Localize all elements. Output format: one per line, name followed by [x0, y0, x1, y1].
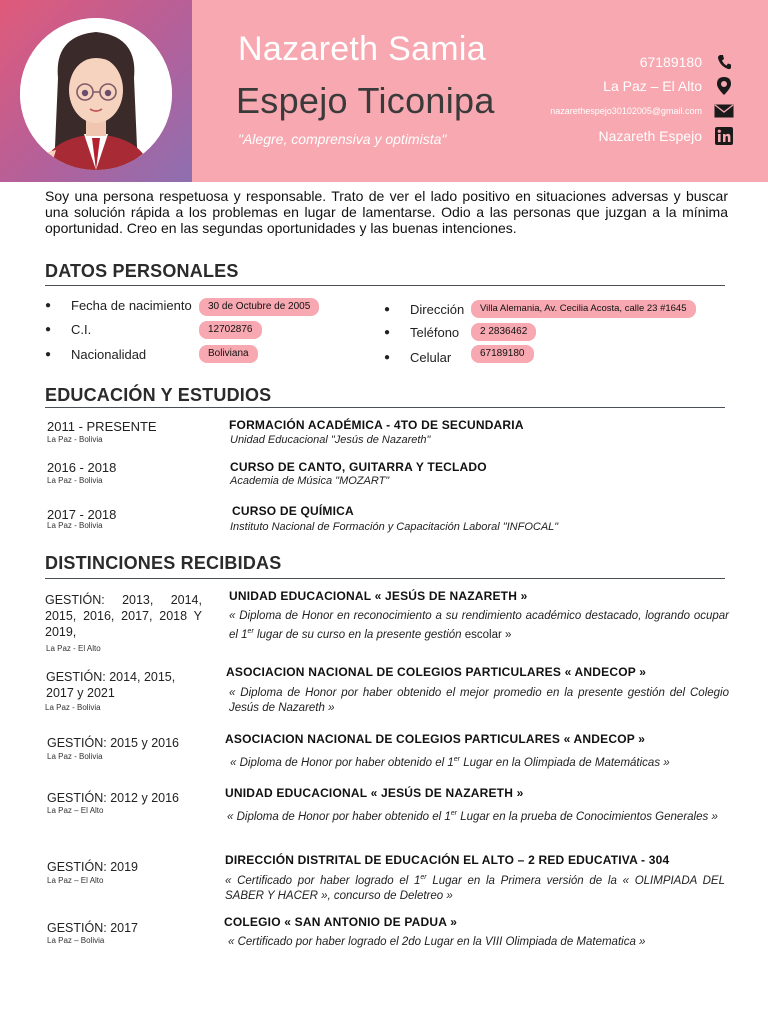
- desc-text: Lugar en la prueba de Conocimientos Generales »: [457, 810, 718, 823]
- profile-avatar: [20, 18, 172, 170]
- desc-text: lugar de su curso en la presente gestión: [253, 628, 462, 641]
- desc-superscript: er: [450, 810, 457, 817]
- personal-item-phone: [384, 325, 459, 340]
- personal-value-pill: Boliviana: [199, 345, 258, 363]
- contact-email-text: nazarethespejo30102005@gmail.com: [550, 106, 702, 116]
- contact-phone[interactable]: [640, 52, 734, 72]
- distinction-title: UNIDAD EDUCACIONAL « JESÚS DE NAZARETH »: [225, 786, 524, 800]
- education-title: FORMACIÓN ACADÉMICA - 4TO DE SECUNDARIA: [229, 418, 524, 432]
- desc-text: « Diploma de Honor por haber obtenido el 1: [227, 810, 451, 823]
- distinction-place: La Paz – Bolivia: [47, 936, 105, 945]
- bullet-icon: ●: [384, 352, 391, 363]
- personal-label: Nacionalidad: [71, 347, 147, 362]
- section-title-personal: DATOS PERSONALES: [45, 261, 239, 281]
- bullet-icon: ●: [45, 349, 52, 360]
- distinction-date: GESTIÓN: 2012 y 2016: [47, 791, 180, 805]
- intro-paragraph: Soy una persona respetuosa y responsable. Trato de ver el lado positivo en situaciones adversas y buscar una solución rápida a los problemas en lugar de lamentarse. Odio a las personas que juzgan a la mínima oportunidad. Creo en las segundas oportunidades y las buenas intenciones.: [45, 188, 728, 236]
- desc-text: Lugar en la Primera versión de la « OLIMPIADA DEL SABER Y HACER », concurso de Deletreo »: [225, 874, 725, 902]
- last-name: Espejo Ticonipa: [236, 80, 495, 121]
- education-subtitle: Unidad Educacional "Jesús de Nazareth": [230, 434, 431, 446]
- bullet-icon: ●: [45, 300, 52, 311]
- desc-text: « Diploma de Honor en reconocimiento a su rendimiento académico destacado, logrando ocupar el 1: [229, 610, 729, 641]
- distinction-description: [229, 609, 729, 643]
- personal-item-nationality: [45, 347, 146, 362]
- location-pin-icon: [714, 76, 734, 96]
- desc-text: « Certificado por haber logrado el 1: [225, 874, 421, 887]
- section-divider: [45, 407, 725, 408]
- distinction-description: [227, 806, 727, 825]
- contact-linkedin[interactable]: [598, 126, 734, 146]
- distinction-date: GESTIÓN: 2017: [47, 921, 139, 935]
- distinction-place: La Paz - El Alto: [46, 644, 101, 653]
- personal-value-pill: 12702876: [199, 321, 262, 339]
- personal-item-ci: [45, 322, 91, 337]
- education-date: 2016 - 2018: [47, 460, 117, 475]
- personal-value-pill: 67189180: [471, 345, 534, 363]
- personal-value-pill: Villa Alemania, Av. Cecilia Acosta, calle 23 #1645: [471, 300, 696, 318]
- education-place: La Paz - Bolivia: [47, 435, 103, 444]
- distinction-title: COLEGIO « SAN ANTONIO DE PADUA »: [224, 915, 458, 929]
- distinction-title: UNIDAD EDUCACIONAL « JESÚS DE NAZARETH »: [229, 589, 528, 603]
- personal-label: Dirección: [410, 302, 465, 317]
- education-subtitle: Instituto Nacional de Formación y Capacitación Laboral "INFOCAL": [230, 521, 559, 533]
- distinction-description: « Diploma de Honor por haber obtenido el mejor promedio en la presente gestión del Colegio Jesús de Nazareth »: [229, 687, 729, 714]
- education-title: CURSO DE QUÍMICA: [232, 504, 354, 518]
- linkedin-icon: [714, 126, 734, 146]
- contact-email[interactable]: [550, 101, 734, 121]
- distinction-title: DIRECCIÓN DISTRITAL DE EDUCACIÓN EL ALTO – 2 RED EDUCATIVA - 304: [225, 853, 670, 867]
- contact-location-text: La Paz – El Alto: [603, 78, 702, 94]
- education-subtitle: Academia de Música "MOZART": [230, 475, 390, 487]
- personal-label: Teléfono: [410, 325, 460, 340]
- desc-text: « Diploma de Honor por haber obtenido el 1: [230, 756, 454, 769]
- education-date: 2011 - PRESENTE: [47, 419, 157, 434]
- contact-location[interactable]: [603, 76, 734, 96]
- desc-text: escolar »: [461, 628, 512, 641]
- personal-item-address: [384, 302, 464, 317]
- bullet-icon: ●: [384, 304, 391, 315]
- distinction-description: [230, 752, 730, 771]
- personal-item-birthdate: [45, 298, 192, 313]
- personal-label: Fecha de nacimiento: [71, 298, 192, 313]
- desc-text: Lugar en la Olimpiada de Matemáticas »: [460, 756, 670, 769]
- desc-superscript: er: [247, 628, 254, 635]
- bullet-icon: ●: [45, 324, 52, 335]
- education-place: La Paz - Bolivia: [47, 521, 103, 530]
- section-divider: [45, 285, 725, 286]
- section-divider: [45, 578, 725, 579]
- contact-linkedin-text: Nazareth Espejo: [598, 128, 702, 144]
- personal-label: Celular: [410, 350, 452, 365]
- distinction-date: GESTIÓN: 2019: [47, 860, 139, 874]
- tagline: "Alegre, comprensiva y optimista": [238, 131, 447, 147]
- envelope-icon: [714, 101, 734, 121]
- education-place: La Paz - Bolivia: [47, 476, 103, 485]
- distinction-place: La Paz - Bolivia: [47, 752, 103, 761]
- distinction-description: [225, 870, 725, 904]
- personal-value-pill: 2 2836462: [471, 323, 536, 341]
- distinction-place: La Paz – El Alto: [47, 876, 104, 885]
- desc-superscript: er: [453, 756, 460, 763]
- first-name: Nazareth Samia: [238, 30, 486, 68]
- distinction-place: La Paz – El Alto: [47, 806, 104, 815]
- distinction-date: GESTIÓN: 2015 y 2016: [47, 736, 180, 750]
- phone-icon: [714, 52, 734, 72]
- photo-panel: [0, 0, 192, 182]
- section-title-education: EDUCACIÓN Y ESTUDIOS: [45, 385, 272, 405]
- distinction-date: GESTIÓN: 2013, 2014, 2015, 2016, 2017, 2018 Y 2019,: [45, 593, 202, 639]
- distinction-description: « Certificado por haber logrado el 2do Lugar en la VIII Olimpiada de Matematica »: [228, 936, 646, 948]
- distinction-place: La Paz - Bolivia: [45, 703, 101, 712]
- personal-label: C.I.: [71, 322, 92, 337]
- avatar-illustration-icon: [20, 18, 172, 170]
- education-date: 2017 - 2018: [47, 507, 117, 522]
- distinction-title: ASOCIACION NACIONAL DE COLEGIOS PARTICULARES « ANDECOP »: [226, 665, 647, 679]
- header-banner: [0, 0, 768, 182]
- bullet-icon: ●: [384, 327, 391, 338]
- section-title-distinctions: DISTINCIONES RECIBIDAS: [45, 553, 282, 573]
- education-title: CURSO DE CANTO, GUITARRA Y TECLADO: [230, 460, 487, 474]
- personal-value-pill: 30 de Octubre de 2005: [199, 298, 319, 316]
- desc-superscript: er: [420, 874, 427, 881]
- distinction-title: ASOCIACION NACIONAL DE COLEGIOS PARTICULARES « ANDECOP »: [225, 732, 646, 746]
- contact-phone-text: 67189180: [639, 54, 702, 70]
- distinction-date: GESTIÓN: 2014, 2015, 2017 y 2021: [46, 670, 176, 700]
- personal-item-mobile: [384, 350, 451, 365]
